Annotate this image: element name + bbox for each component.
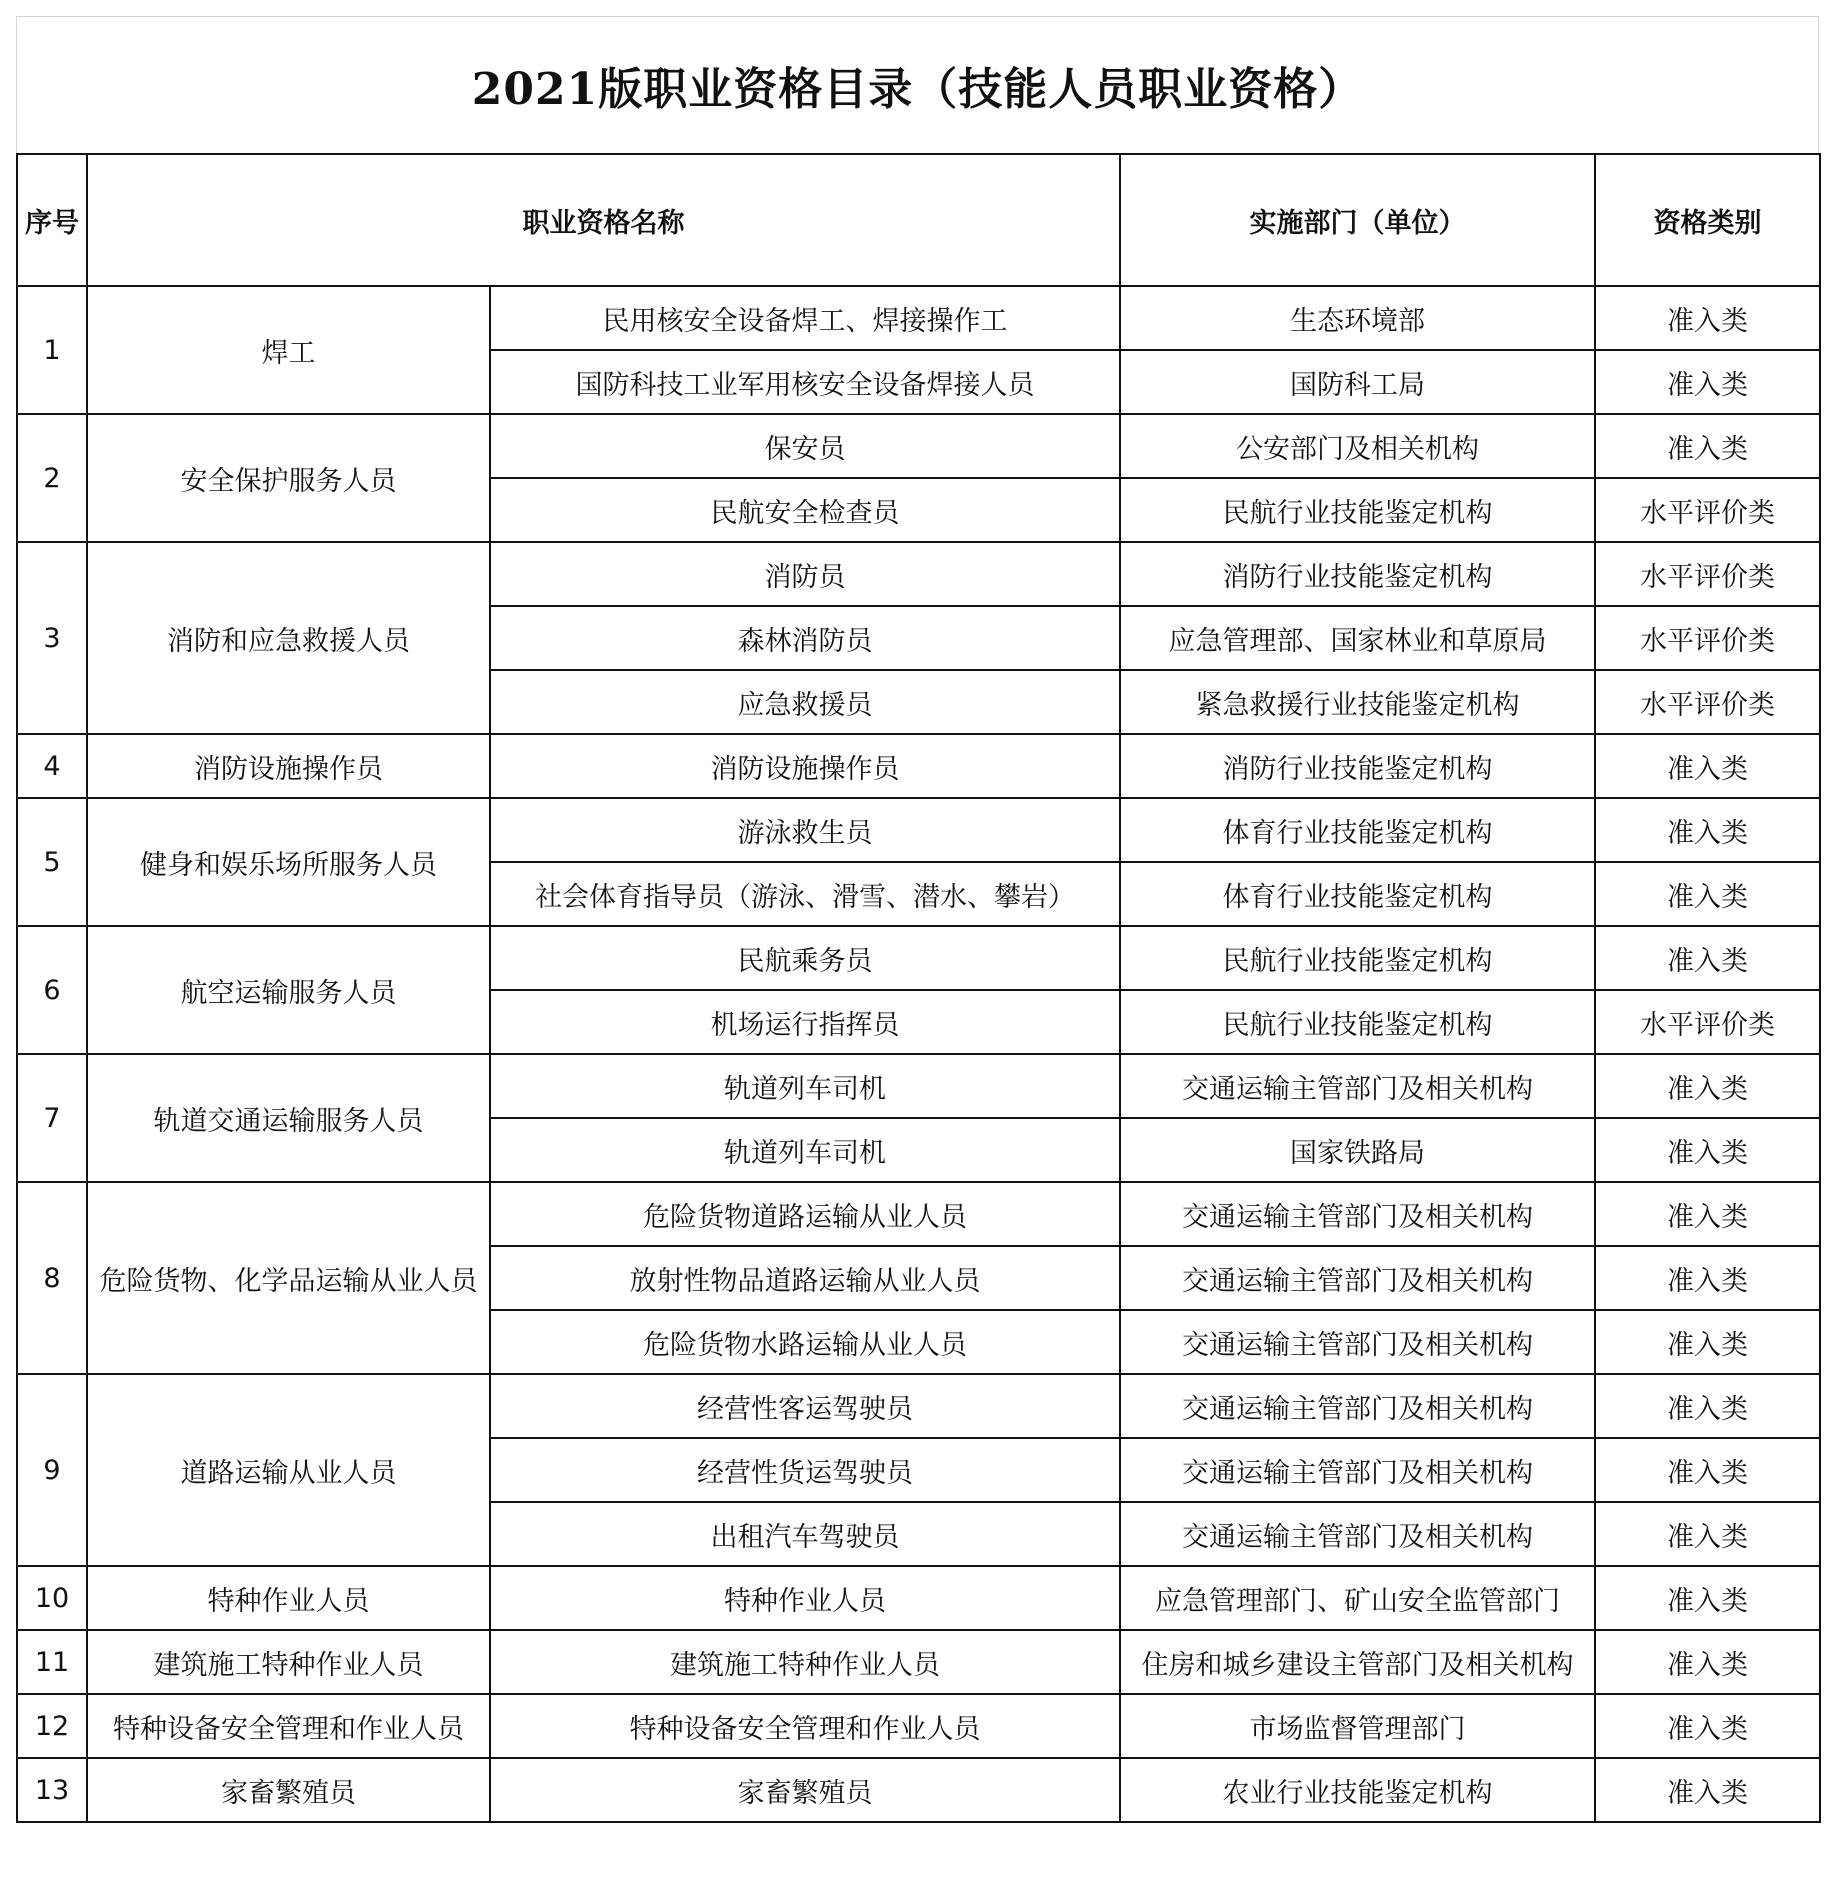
qualification-type-cell: 准入类 — [1595, 1566, 1820, 1630]
qualification-name-cell: 家畜繁殖员 — [490, 1758, 1120, 1822]
qualification-name-cell: 森林消防员 — [490, 606, 1120, 670]
qualification-name-cell: 应急救援员 — [490, 670, 1120, 734]
table-row — [17, 798, 1820, 862]
category-cell: 航空运输服务人员 — [87, 926, 490, 1054]
department-cell: 住房和城乡建设主管部门及相关机构 — [1120, 1630, 1595, 1694]
category-cell: 焊工 — [87, 286, 490, 414]
qualification-type-cell: 水平评价类 — [1595, 542, 1820, 606]
category-cell: 家畜繁殖员 — [87, 1758, 490, 1822]
title-bar — [16, 16, 1819, 153]
qualification-name-cell: 保安员 — [490, 414, 1120, 478]
qualification-type-cell: 准入类 — [1595, 1694, 1820, 1758]
category-cell: 安全保护服务人员 — [87, 414, 490, 542]
department-cell: 消防行业技能鉴定机构 — [1120, 542, 1595, 606]
qualification-name-cell: 危险货物道路运输从业人员 — [490, 1182, 1120, 1246]
row-number: 9 — [17, 1374, 87, 1566]
row-number: 2 — [17, 414, 87, 542]
qualification-name-cell: 轨道列车司机 — [490, 1054, 1120, 1118]
department-cell: 市场监督管理部门 — [1120, 1694, 1595, 1758]
department-cell: 交通运输主管部门及相关机构 — [1120, 1182, 1595, 1246]
qualification-type-cell: 准入类 — [1595, 286, 1820, 350]
department-cell: 交通运输主管部门及相关机构 — [1120, 1374, 1595, 1438]
qualification-type-cell: 准入类 — [1595, 350, 1820, 414]
row-number: 4 — [17, 734, 87, 798]
qualification-name-cell: 特种设备安全管理和作业人员 — [490, 1694, 1120, 1758]
qualification-name-cell: 消防设施操作员 — [490, 734, 1120, 798]
qualification-name-cell: 民用核安全设备焊工、焊接操作工 — [490, 286, 1120, 350]
qualification-type-cell: 准入类 — [1595, 1118, 1820, 1182]
department-cell: 体育行业技能鉴定机构 — [1120, 862, 1595, 926]
category-cell: 特种设备安全管理和作业人员 — [87, 1694, 490, 1758]
qualification-type-cell: 水平评价类 — [1595, 478, 1820, 542]
qualification-type-cell: 水平评价类 — [1595, 670, 1820, 734]
department-cell: 消防行业技能鉴定机构 — [1120, 734, 1595, 798]
category-cell: 建筑施工特种作业人员 — [87, 1630, 490, 1694]
qualification-name-cell: 特种作业人员 — [490, 1566, 1120, 1630]
category-cell: 轨道交通运输服务人员 — [87, 1054, 490, 1182]
qualification-type-cell: 准入类 — [1595, 1182, 1820, 1246]
category-cell: 道路运输从业人员 — [87, 1374, 490, 1566]
table-row — [17, 1630, 1820, 1694]
qualification-type-cell: 准入类 — [1595, 1758, 1820, 1822]
qualification-type-cell: 准入类 — [1595, 1438, 1820, 1502]
table-row — [17, 734, 1820, 798]
row-number: 5 — [17, 798, 87, 926]
row-number: 13 — [17, 1758, 87, 1822]
department-cell: 民航行业技能鉴定机构 — [1120, 990, 1595, 1054]
row-number: 6 — [17, 926, 87, 1054]
qualification-name-cell: 消防员 — [490, 542, 1120, 606]
table-row — [17, 414, 1820, 478]
qualification-name-cell: 游泳救生员 — [490, 798, 1120, 862]
qualification-name-cell: 经营性货运驾驶员 — [490, 1438, 1120, 1502]
row-number: 11 — [17, 1630, 87, 1694]
department-cell: 紧急救援行业技能鉴定机构 — [1120, 670, 1595, 734]
qualification-type-cell: 准入类 — [1595, 1374, 1820, 1438]
qualification-name-cell: 社会体育指导员（游泳、滑雪、潜水、攀岩） — [490, 862, 1120, 926]
department-cell: 国家铁路局 — [1120, 1118, 1595, 1182]
department-cell: 交通运输主管部门及相关机构 — [1120, 1310, 1595, 1374]
row-number: 8 — [17, 1182, 87, 1374]
qualification-name-cell: 放射性物品道路运输从业人员 — [490, 1246, 1120, 1310]
department-cell: 国防科工局 — [1120, 350, 1595, 414]
table-row — [17, 1566, 1820, 1630]
header-no: 序号 — [17, 154, 87, 286]
qualification-type-cell: 准入类 — [1595, 798, 1820, 862]
qualification-name-cell: 机场运行指挥员 — [490, 990, 1120, 1054]
qualification-name-cell: 建筑施工特种作业人员 — [490, 1630, 1120, 1694]
qualification-type-cell: 水平评价类 — [1595, 606, 1820, 670]
table-row — [17, 1054, 1820, 1118]
category-cell: 危险货物、化学品运输从业人员 — [87, 1182, 490, 1374]
department-cell: 交通运输主管部门及相关机构 — [1120, 1502, 1595, 1566]
row-number: 10 — [17, 1566, 87, 1630]
qualification-type-cell: 准入类 — [1595, 1246, 1820, 1310]
department-cell: 交通运输主管部门及相关机构 — [1120, 1438, 1595, 1502]
table-row — [17, 286, 1820, 350]
qualification-type-cell: 准入类 — [1595, 1310, 1820, 1374]
page-title: 2021版职业资格目录（技能人员职业资格） — [471, 64, 1364, 115]
qualification-type-cell: 水平评价类 — [1595, 990, 1820, 1054]
row-number: 3 — [17, 542, 87, 734]
qualification-name-cell: 经营性客运驾驶员 — [490, 1374, 1120, 1438]
header-dept: 实施部门（单位） — [1120, 154, 1595, 286]
qualification-name-cell: 国防科技工业军用核安全设备焊接人员 — [490, 350, 1120, 414]
department-cell: 民航行业技能鉴定机构 — [1120, 478, 1595, 542]
qualification-type-cell: 准入类 — [1595, 734, 1820, 798]
department-cell: 体育行业技能鉴定机构 — [1120, 798, 1595, 862]
qualification-name-cell: 出租汽车驾驶员 — [490, 1502, 1120, 1566]
department-cell: 应急管理部、国家林业和草原局 — [1120, 606, 1595, 670]
department-cell: 公安部门及相关机构 — [1120, 414, 1595, 478]
category-cell: 健身和娱乐场所服务人员 — [87, 798, 490, 926]
department-cell: 应急管理部门、矿山安全监管部门 — [1120, 1566, 1595, 1630]
department-cell: 农业行业技能鉴定机构 — [1120, 1758, 1595, 1822]
category-cell: 特种作业人员 — [87, 1566, 490, 1630]
row-number: 12 — [17, 1694, 87, 1758]
qualification-name-cell: 轨道列车司机 — [490, 1118, 1120, 1182]
table-body — [17, 286, 1820, 1822]
row-number: 7 — [17, 1054, 87, 1182]
department-cell: 交通运输主管部门及相关机构 — [1120, 1054, 1595, 1118]
qualification-type-cell: 准入类 — [1595, 926, 1820, 990]
table-row — [17, 1694, 1820, 1758]
qualification-table — [16, 153, 1821, 1823]
qualification-type-cell: 准入类 — [1595, 414, 1820, 478]
table-row — [17, 926, 1820, 990]
category-cell: 消防设施操作员 — [87, 734, 490, 798]
department-cell: 民航行业技能鉴定机构 — [1120, 926, 1595, 990]
qualification-type-cell: 准入类 — [1595, 862, 1820, 926]
department-cell: 交通运输主管部门及相关机构 — [1120, 1246, 1595, 1310]
qualification-name-cell: 危险货物水路运输从业人员 — [490, 1310, 1120, 1374]
row-number: 1 — [17, 286, 87, 414]
qualification-type-cell: 准入类 — [1595, 1054, 1820, 1118]
qualification-type-cell: 准入类 — [1595, 1630, 1820, 1694]
category-cell: 消防和应急救援人员 — [87, 542, 490, 734]
table-row — [17, 1374, 1820, 1438]
header-type: 资格类别 — [1595, 154, 1820, 286]
department-cell: 生态环境部 — [1120, 286, 1595, 350]
qualification-type-cell: 准入类 — [1595, 1502, 1820, 1566]
header-name: 职业资格名称 — [87, 154, 1120, 286]
header-row — [17, 154, 1820, 286]
table-row — [17, 542, 1820, 606]
table-row — [17, 1758, 1820, 1822]
table-row — [17, 1182, 1820, 1246]
qualification-name-cell: 民航安全检查员 — [490, 478, 1120, 542]
qualification-name-cell: 民航乘务员 — [490, 926, 1120, 990]
